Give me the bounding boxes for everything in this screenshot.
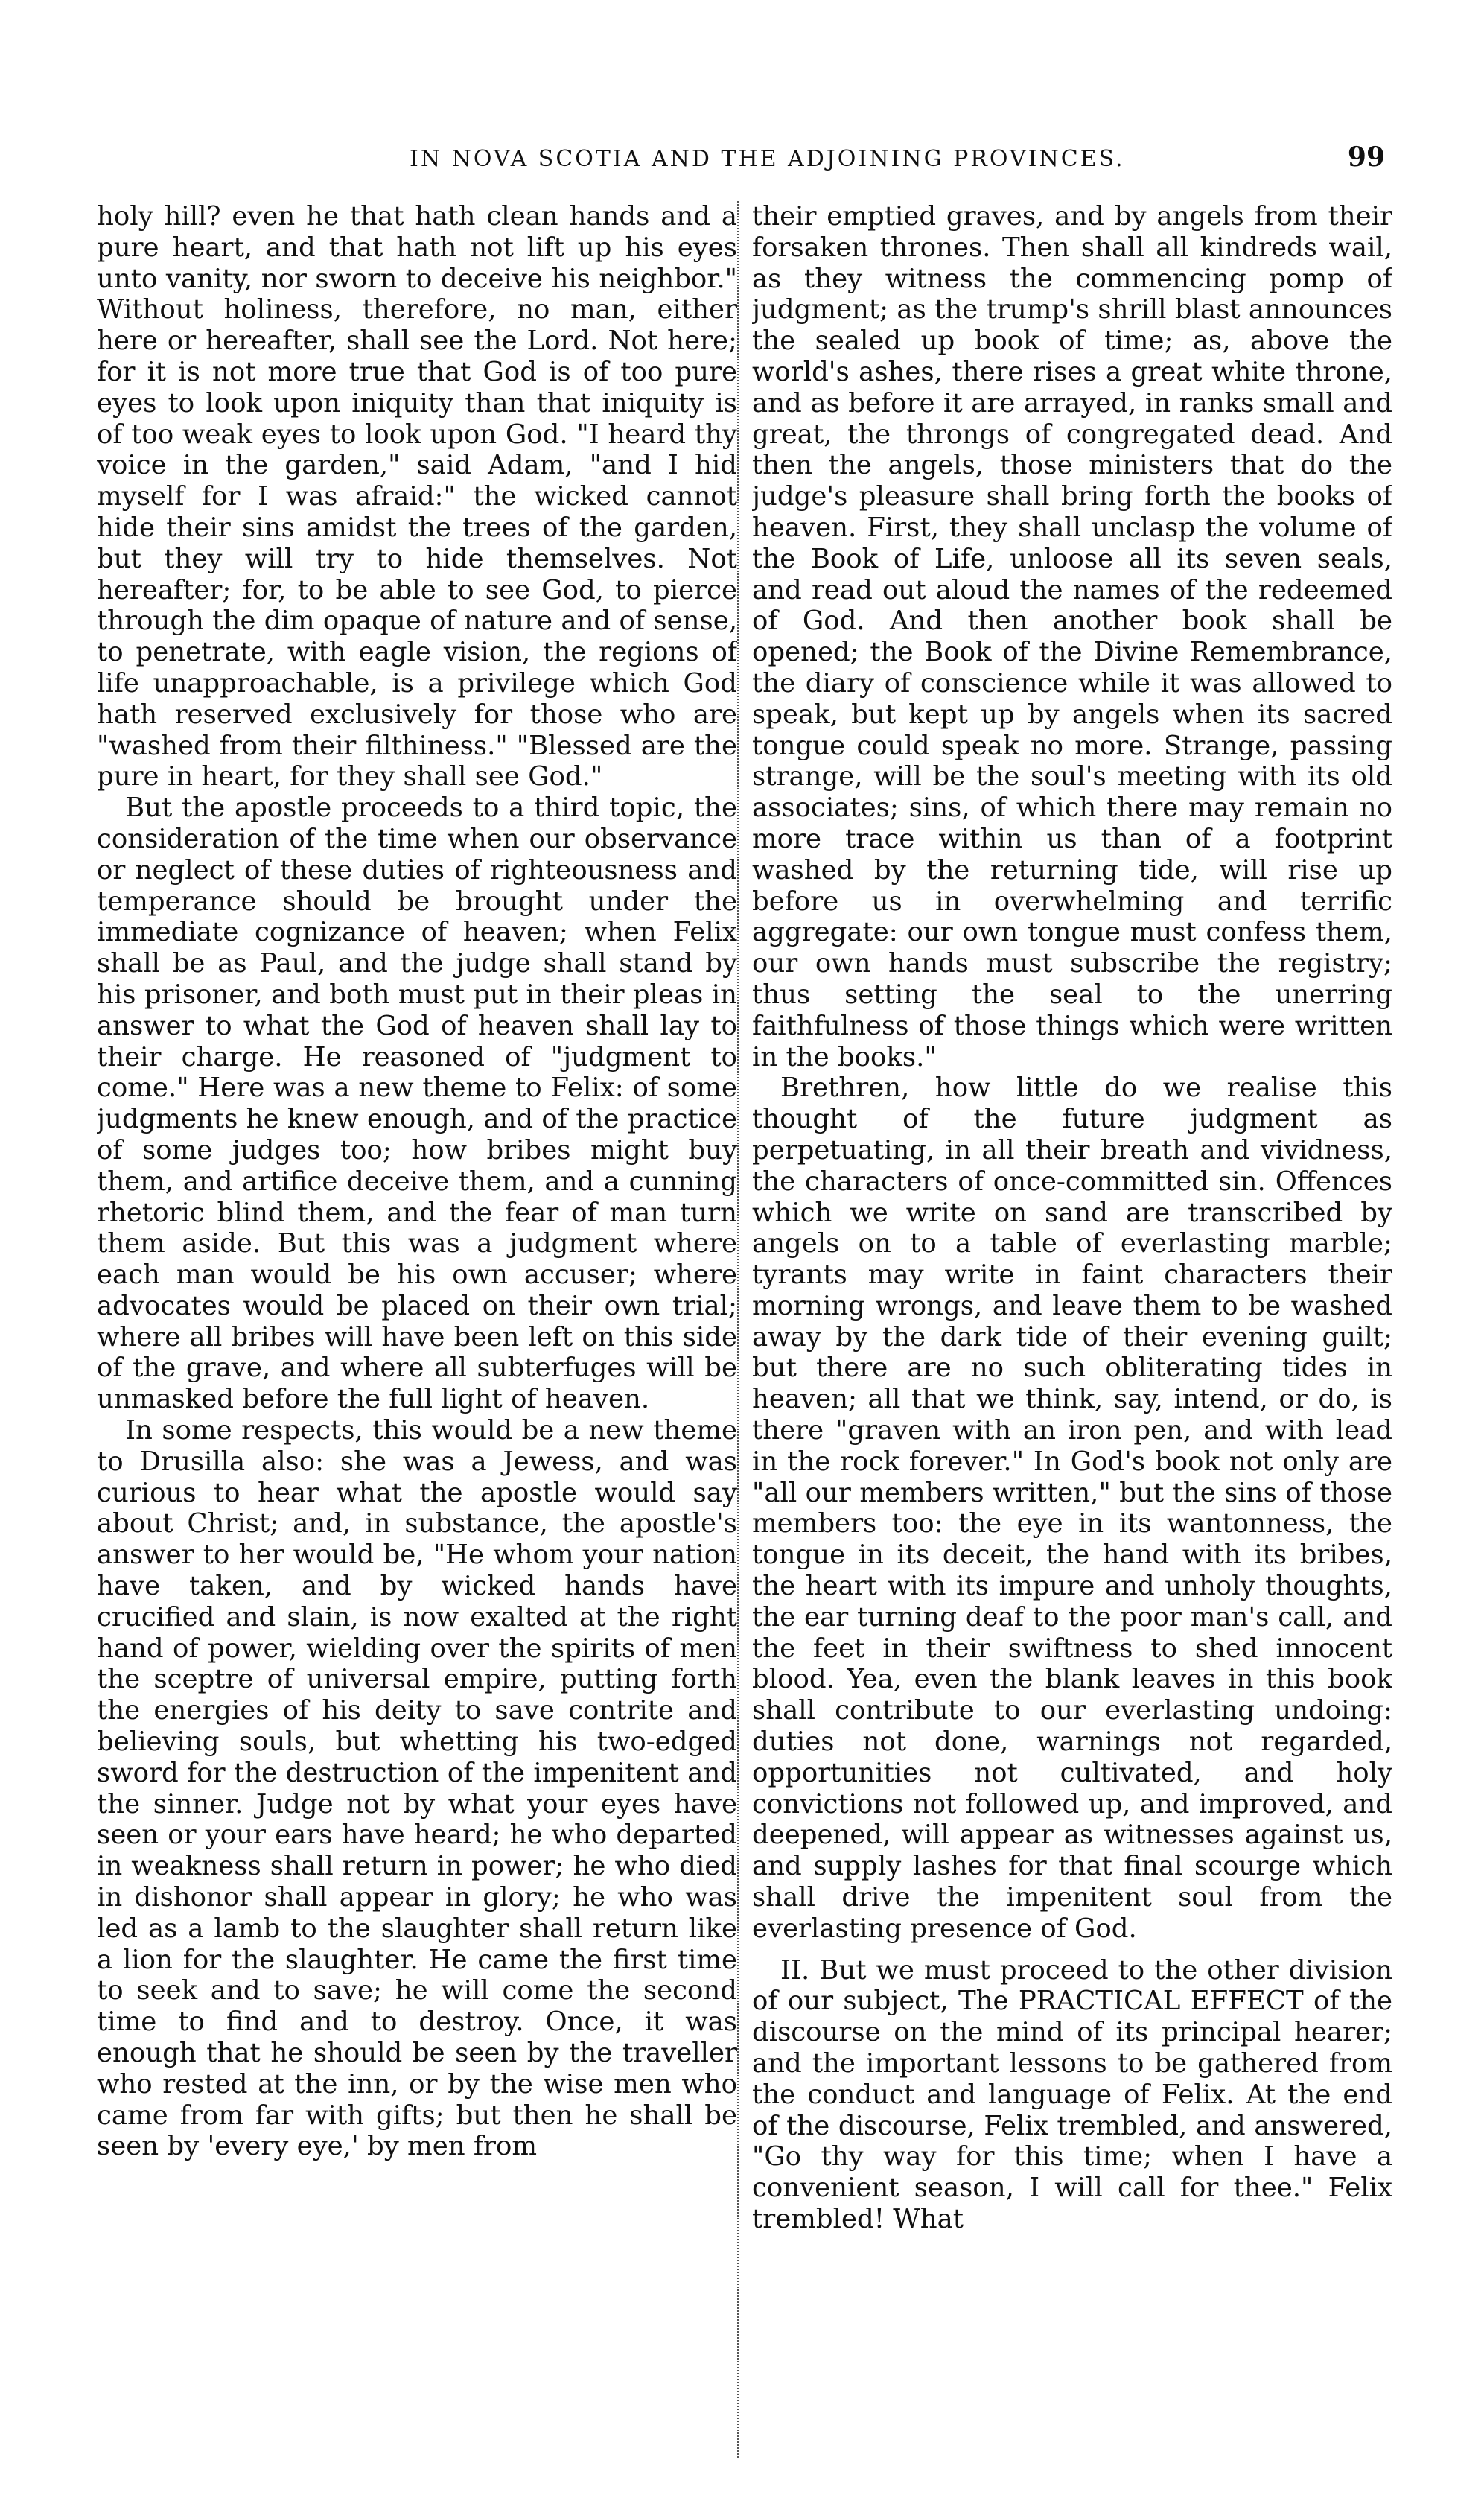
page-header (350, 142, 1385, 183)
running-title: IN NOVA SCOTIA AND THE ADJOINING PROVINCES. (410, 146, 1125, 172)
column-divider (737, 201, 739, 2458)
page-number: 99 (1347, 142, 1385, 173)
paragraph: But the apostle proceeds to a third topic, the consideration of the time when our observance or neglect of these duties of righteousness and temperance should be brought under the immediate cognizance of heaven; when Felix shall be as Paul, and the judge shall stand by his prisoner, and both must put in their pleas in answer to what the God of heaven shall lay to their charge. He reasoned of "judgment to come." Here was a new theme to Felix: of some judgments he knew enough, and of the practice of some judges too; how bribes might buy them, and artifice deceive them, and a cunning rhetoric blind them, and the fear of man turn them aside. But this was a judgment where each man would be his own accuser; where advocates would be placed on their own trial; where all bribes will have been left on this side of the grave, and where all subterfuges will be unmasked before the full light of heaven. (97, 792, 737, 1415)
paragraph: II. But we must proceed to the other division of our subject, The PRACTICAL EFFECT of the discourse on the mind of its principal hearer; and the important lessons to be gathered from the conduct and language of Felix. At the end of the discourse, Felix trembled, and answered, "Go thy way for this time; when I have a convenient season, I will call for thee." Felix trembled! What (752, 1954, 1392, 2234)
left-column (97, 201, 737, 2458)
right-column (752, 201, 1392, 2458)
paragraph: Brethren, how little do we realise this thought of the future judgment as perpetuating, in all their breath and vividness, the characters of once-committed sin. Offences which we write on sand are transcribed by angels on to a table of everlasting marble; tyrants may write in faint characters their morning wrongs, and leave them to be washed away by the dark tide of their evening guilt; but there are no such obliterating tides in heaven; all that we think, say, intend, or do, is there "graven with an iron pen, and with lead in the rock forever." In God's book not only are "all our members written," but the sins of those members too: the eye in its wantonness, the tongue in its deceit, the hand with its bribes, the heart with its impure and unholy thoughts, the ear turning deaf to the poor man's call, and the feet in their swiftness to shed innocent blood. Yea, even the blank leaves in this book shall contribute to our everlasting undoing: duties not done, warnings not regarded, opportunities not cultivated, and holy convictions not followed up, and improved, and deepened, will appear as witnesses against us, and supply lashes for that final scourge which shall drive the impenitent soul from the everlasting presence of God. (752, 1073, 1392, 1944)
paragraph: their emptied graves, and by angels from their forsaken thrones. Then shall all kindreds wail, as they witness the commencing pomp of judgment; as the trump's shrill blast announces the sealed up book of time; as, above the world's ashes, there rises a great white throne, and as before it are arrayed, in ranks small and great, the throngs of congregated dead. And then the angels, those ministers that do the judge's pleasure shall bring forth the books of heaven. First, they shall unclasp the volume of the Book of Life, unloose all its seven seals, and read out aloud the names of the redeemed of God. And then another book shall be opened; the Book of the Divine Remembrance, the diary of conscience while it was allowed to speak, but kept up by angels when its sacred tongue could speak no more. Strange, passing strange, will be the soul's meeting with its old associates; sins, of which there may remain no more trace within us than of a footprint washed by the returning tide, will rise up before us in overwhelming and terrific aggregate: our own tongue must confess them, our own hands must subscribe the registry; thus setting the seal to the unerring faithfulness of those things which were written in the books." (752, 201, 1392, 1073)
paragraph: holy hill? even he that hath clean hands and a pure heart, and that hath not lift up his eyes unto vanity, nor sworn to deceive his neighbor." Without holiness, therefore, no man, either here or hereafter, shall see the Lord. Not here; for it is not more true that God is of too pure eyes to look upon iniquity than that iniquity is of too weak eyes to look upon God. "I heard thy voice in the garden," said Adam, "and I hid myself for I was afraid:" the wicked cannot hide their sins amidst the trees of the garden, but they will try to hide themselves. Not hereafter; for, to be able to see God, to pierce through the dim opaque of nature and of sense, to penetrate, with eagle vision, the regions of life unapproachable, is a privilege which God hath reserved exclusively for those who are "washed from their filthiness." "Blessed are the pure in heart, for they shall see God." (97, 201, 737, 792)
paragraph: In some respects, this would be a new theme to Drusilla also: she was a Jewess, and was curious to hear what the apostle would say about Christ; and, in substance, the apostle's answer to her would be, "He whom your nation have taken, and by wicked hands have crucified and slain, is now exalted at the right hand of power, wielding over the spirits of men the sceptre of universal empire, putting forth the energies of his deity to save contrite and believing souls, but whetting his two-edged sword for the destruction of the impenitent and the sinner. Judge not by what your eyes have seen or your ears have heard; he who departed in weakness shall return in power; he who died in dishonor shall appear in glory; he who was led as a lamb to the slaughter shall return like a lion for the slaughter. He came the first time to seek and to save; he will come the second time to find and to destroy. Once, it was enough that he should be seen by the traveller who rested at the inn, or by the wise men who came from far with gifts; but then he shall be seen by 'every eye,' by men from (97, 1415, 737, 2162)
